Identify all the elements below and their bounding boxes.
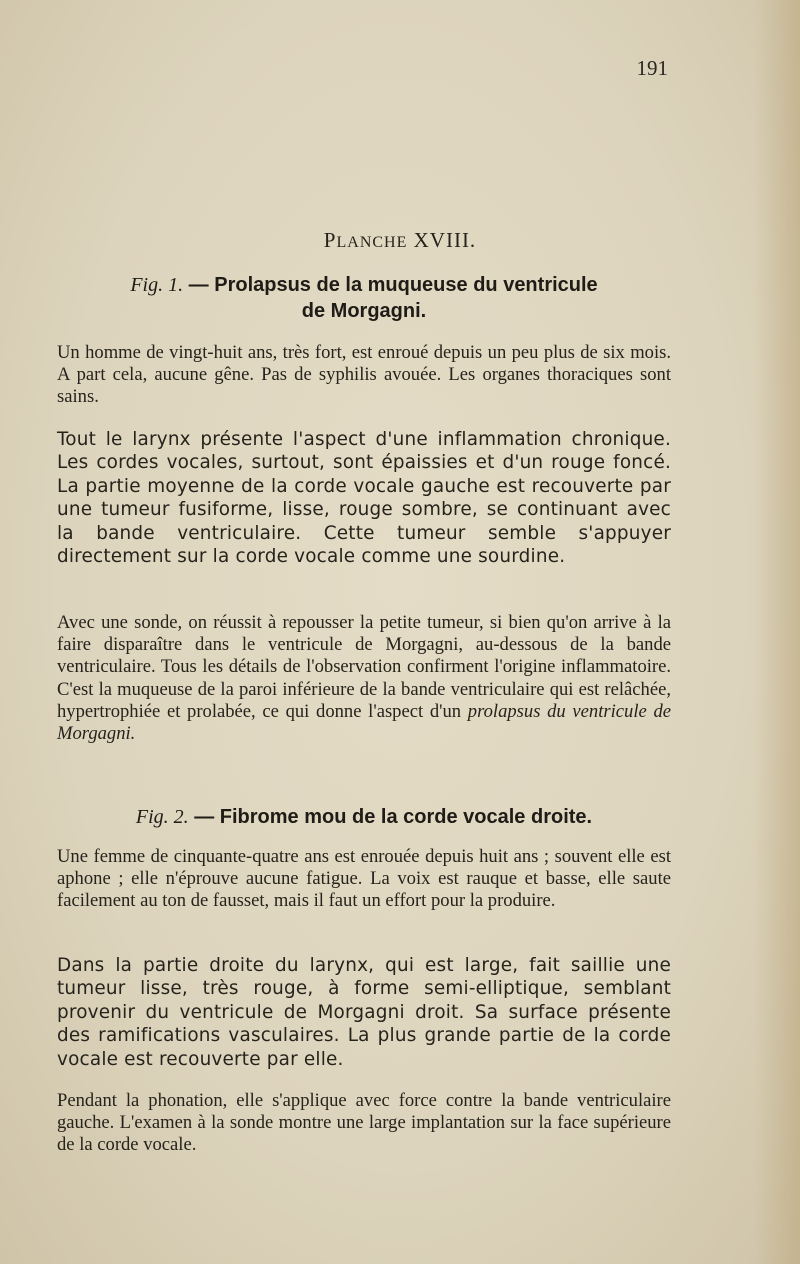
fig2-label: Fig. 2.: [135, 806, 189, 828]
fig1-paragraph-1: Un homme de vingt-huit ans, très fort, est enroué depuis un peu plus de six mois. A part cela, aucune gêne. Pas de syphilis avouée. Les organes thoraciques sont sains.: [57, 342, 671, 408]
fig1-paragraph-3: [57, 612, 671, 745]
plate-title: [0, 228, 800, 253]
page-number: 191: [636, 56, 668, 80]
fig2-paragraph-3: Pendant la phonation, elle s'applique avec force contre la bande ventriculaire gauche. L'examen à la sonde montre une large implantation sur la face supérieure de la corde vocale.: [57, 1090, 671, 1156]
fig1-heading: [57, 272, 671, 324]
fig2-paragraph-2: Dans la partie droite du larynx, qui est large, fait saillie une tumeur lisse, très rouge, à forme semi-elliptique, semblant provenir du ventricule de Morgagni droit. Sa surface présente des ramifications vasculaires. La plus grande partie de la corde vocale est recouverte par elle.: [57, 955, 671, 1070]
plate-title-initial: P: [323, 228, 337, 252]
plate-title-rest: LANCHE: [336, 234, 408, 251]
fig1-title-line1: Prolapsus de la muqueuse du ventricule: [214, 274, 598, 296]
fig1-paragraph-2: Tout le larynx présente l'aspect d'une inflammation chronique. Les cordes vocales, surtout, sont épaissies et d'un rouge foncé. La partie moyenne de la corde vocale gauche est recouverte par une tumeur fusiforme, lisse, rouge sombre, se continuant avec la bande ventriculaire. Cette tumeur semble s'appuyer directement sur la corde vocale comme une sourdine.: [57, 429, 671, 568]
fig1-paragraph-3-text: Avec une sonde, on réussit à repousser la petite tumeur, si bien qu'on arrive à la faire disparaître dans le ventricule de Morgagni, au-dessous de la bande ventriculaire. Tous les détails de l'observation confirment l'origine inflammatoire. C'est la muqueuse de la paroi inférieure de la bande ventriculaire qui est relâchée, hypertrophiée et prolabée, ce qui donne l'aspect d'un: [57, 612, 671, 722]
fig1-title-line2: de Morgagni.: [301, 300, 427, 322]
plate-title-numeral: XVIII.: [413, 228, 477, 252]
fig2-dash: —: [188, 806, 220, 828]
fig1-label: Fig. 1.: [130, 274, 184, 296]
fig2-title: Fibrome mou de la corde vocale droite.: [219, 806, 593, 828]
fig1-dash: —: [183, 274, 215, 296]
fig2-heading: [57, 804, 671, 830]
page-edge-shadow: [754, 0, 800, 1264]
fig2-paragraph-1: Une femme de cinquante-quatre ans est enrouée depuis huit ans ; souvent elle est aphone ; elle n'éprouve aucune fatigue. La voix est rauque et basse, elle saute facilement au ton de fausset, mais il faut un effort pour la produire.: [57, 846, 671, 912]
fig1-paragraph-3-italic: prolapsus du ventricule de Morgagni.: [57, 700, 672, 745]
